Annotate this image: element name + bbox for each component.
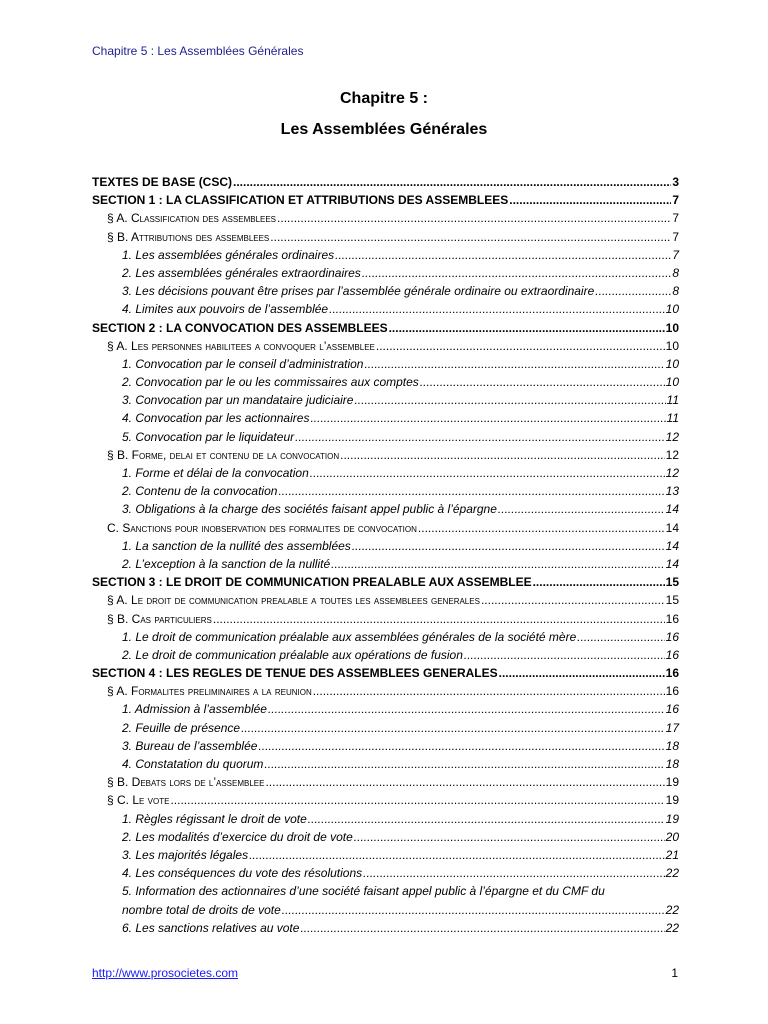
- toc-dot-leader: [533, 573, 665, 591]
- toc-entry-label: 3. Bureau de l’assemblée: [122, 738, 258, 753]
- toc-dot-leader: [340, 446, 665, 464]
- toc-entry-label: SECTION 1 : LA CLASSIFICATION ET ATTRIBUTIONS DES ASSEMBLEES: [92, 193, 509, 208]
- toc-section-entry[interactable]: [92, 191, 679, 209]
- toc-item-entry[interactable]: [92, 373, 679, 391]
- toc-entry-label: 2. Les assemblées générales extraordinaires: [122, 265, 361, 280]
- toc-dot-leader: [376, 337, 665, 355]
- toc-dot-leader: [595, 282, 671, 300]
- toc-page-number: 20: [665, 829, 679, 844]
- chapter-name: Les Assemblées Générales: [280, 121, 488, 138]
- chapter-number: Chapitre 5 :: [339, 90, 428, 107]
- toc-subsection-entry[interactable]: [92, 519, 679, 537]
- toc-entry-label: nombre total de droits de vote: [122, 902, 281, 917]
- toc-entry-label: 1. Admission à l’assemblée: [122, 702, 267, 717]
- toc-dot-leader: [498, 500, 665, 518]
- toc-dot-leader: [213, 610, 665, 628]
- toc-dot-leader: [362, 264, 672, 282]
- toc-entry-label: § C. Le vote: [107, 793, 170, 808]
- toc-page-number: 16: [665, 647, 679, 662]
- toc-dot-leader: [265, 773, 664, 791]
- toc-entry-label: 2. Convocation par le ou les commissaires aux comptes: [122, 375, 419, 390]
- toc-page-number: 11: [666, 411, 679, 426]
- toc-dot-leader: [420, 373, 665, 391]
- toc-entry-label: SECTION 4 : LES REGLES DE TENUE DES ASSEMBLEES GENERALES: [92, 666, 498, 681]
- toc-entry-label: 2. Feuille de présence: [122, 720, 241, 735]
- toc-item-entry[interactable]: [92, 537, 679, 555]
- toc-page-number: 16: [665, 629, 679, 644]
- toc-page-number: 16: [665, 611, 679, 626]
- toc-entry-label: § A. Formalites preliminaires a la reunion: [107, 684, 312, 699]
- toc-page-number: 10: [665, 356, 679, 371]
- toc-dot-leader: [329, 300, 665, 318]
- toc-item-entry[interactable]: [92, 428, 679, 446]
- toc-dot-leader: [509, 191, 671, 209]
- toc-subsection-entry[interactable]: [92, 228, 679, 246]
- toc-dot-leader: [270, 228, 671, 246]
- toc-dot-leader: [464, 646, 665, 664]
- chapter-title: [0, 90, 768, 139]
- toc-dot-leader: [310, 464, 665, 482]
- toc-dot-leader: [354, 828, 665, 846]
- toc-item-entry[interactable]: [92, 737, 679, 755]
- toc-item-entry[interactable]: [92, 409, 679, 427]
- toc-entry-label: 1. Règles régissant le droit de vote: [122, 811, 307, 826]
- toc-dot-leader: [354, 391, 665, 409]
- toc-page-number: 17: [665, 720, 679, 735]
- toc-entry-label: 1. Le droit de communication préalable aux assemblées générales de la société mère: [122, 629, 577, 644]
- toc-page-number: 8: [672, 284, 679, 299]
- toc-subsection-entry[interactable]: [92, 591, 679, 609]
- toc-item-entry[interactable]: [92, 264, 679, 282]
- toc-page-number: 11: [666, 393, 679, 408]
- toc-entry-label: 3. Obligations à la charge des sociétés faisant appel public à l’épargne: [122, 502, 497, 517]
- toc-subsection-entry[interactable]: [92, 446, 679, 464]
- toc-item-entry[interactable]: [92, 500, 679, 518]
- toc-entry-label: § A. Classification des assemblees: [107, 211, 277, 226]
- toc-entry-label: 4. Limites aux pouvoirs de l’assemblée: [122, 302, 329, 317]
- toc-entry-label: 1. Forme et délai de la convocation: [122, 466, 309, 480]
- toc-item-entry[interactable]: [92, 300, 679, 318]
- toc-page-number: 19: [665, 793, 679, 808]
- toc-dot-leader: [278, 482, 664, 500]
- toc-dot-leader: [577, 628, 664, 646]
- toc-item-entry[interactable]: [92, 464, 679, 482]
- toc-entry-label: 5. Convocation par le liquidateur: [122, 429, 295, 444]
- toc-entry-label: § B. Attributions des assemblees: [107, 229, 270, 244]
- toc-page-number: 15: [665, 593, 679, 608]
- toc-page-number: 10: [665, 302, 679, 317]
- toc-entry-label: 2. Contenu de la convocation: [122, 484, 278, 499]
- toc-item-entry[interactable]: [92, 919, 679, 937]
- toc-entry-label: 4. Constatation du quorum: [122, 757, 264, 771]
- toc-page-number: 15: [665, 575, 679, 590]
- toc-section-entry[interactable]: [92, 173, 679, 191]
- toc-item-entry[interactable]: [92, 555, 679, 573]
- toc-item-entry[interactable]: [92, 246, 679, 264]
- footer-website-link[interactable]: http://www.prosocietes.com: [92, 966, 239, 980]
- toc-dot-leader: [499, 664, 665, 682]
- toc-page-number: 22: [665, 920, 679, 935]
- toc-item-entry[interactable]: [92, 646, 679, 664]
- toc-dot-leader: [264, 755, 664, 773]
- toc-subsection-entry[interactable]: [92, 682, 679, 700]
- toc-page-number: 19: [665, 775, 679, 790]
- toc-dot-leader: [268, 700, 665, 718]
- toc-entry-label: § B. Cas particuliers: [107, 611, 212, 626]
- toc-dot-leader: [300, 919, 664, 937]
- toc-dot-leader: [277, 209, 671, 227]
- toc-page-number: 13: [665, 484, 679, 499]
- toc-item-entry[interactable]: [92, 355, 679, 373]
- toc-dot-leader: [335, 246, 671, 264]
- toc-page-number: 10: [665, 338, 679, 353]
- toc-page-number: 7: [672, 247, 679, 262]
- toc-item-entry[interactable]: [92, 846, 679, 864]
- toc-dot-leader: [364, 355, 664, 373]
- toc-dot-leader: [233, 173, 671, 191]
- toc-page-number: 18: [665, 757, 679, 771]
- toc-item-entry[interactable]: [92, 864, 679, 882]
- toc-page-number: 7: [672, 211, 679, 226]
- toc-page-number: 22: [665, 902, 679, 917]
- toc-page-number: 12: [665, 466, 679, 480]
- toc-item-entry[interactable]: [92, 719, 679, 737]
- toc-entry-label: § A. Le droit de communication prealable a toutes les assemblees generales: [107, 593, 480, 608]
- toc-page-number: 7: [672, 229, 679, 244]
- toc-dot-leader: [241, 719, 665, 737]
- toc-entry-label: § B. Forme, delai et contenu de la convocation: [107, 447, 340, 462]
- toc-entry-label: 6. Les sanctions relatives au vote: [122, 920, 300, 935]
- toc-entry-label: 1. La sanction de la nullité des assemblées: [122, 538, 351, 553]
- toc-entry-label: SECTION 3 : LE DROIT DE COMMUNICATION PREALABLE AUX ASSEMBLEE: [92, 575, 532, 590]
- toc-dot-leader: [418, 519, 665, 537]
- toc-dot-leader: [310, 409, 665, 427]
- toc-page-number: 12: [665, 429, 679, 444]
- footer-page-number: 1: [671, 966, 678, 980]
- toc-dot-leader: [282, 901, 665, 919]
- toc-dot-leader: [313, 682, 665, 700]
- toc-page-number: 16: [665, 684, 679, 699]
- toc-entry-label: C. Sanctions pour inobservation des formalites de convocation: [107, 520, 417, 535]
- toc-subsection-entry[interactable]: [92, 610, 679, 628]
- toc-item-entry[interactable]: [92, 755, 679, 773]
- toc-item-entry[interactable]: [92, 700, 679, 718]
- toc-dot-leader: [170, 791, 664, 809]
- toc-page-number: 14: [665, 556, 679, 571]
- table-of-contents: [92, 173, 679, 937]
- toc-section-entry[interactable]: [92, 319, 679, 337]
- toc-page-number: 3: [672, 175, 679, 189]
- toc-entry-label: 4. Les conséquences du vote des résolutions: [122, 866, 363, 881]
- toc-page-number: 8: [672, 265, 679, 280]
- toc-item-entry[interactable]: [92, 828, 679, 846]
- toc-entry-label: 4. Convocation par les actionnaires: [122, 411, 310, 426]
- toc-item-entry[interactable]: [92, 810, 679, 828]
- toc-page-number: 7: [672, 193, 679, 208]
- toc-dot-leader: [308, 810, 665, 828]
- toc-page-number: 10: [665, 375, 679, 390]
- toc-entry-label: § A. Les personnes habilitees a convoquer l’assemblee: [107, 338, 375, 353]
- toc-entry-label: 2. Les modalités d’exercice du droit de vote: [122, 829, 353, 844]
- toc-page-number: 22: [665, 866, 679, 881]
- toc-subsection-entry[interactable]: [92, 791, 679, 809]
- toc-dot-leader: [258, 737, 664, 755]
- toc-entry-label: 3. Convocation par un mandataire judiciaire: [122, 393, 354, 408]
- toc-section-entry[interactable]: [92, 664, 679, 682]
- toc-dot-leader: [363, 864, 664, 882]
- toc-dot-leader: [481, 591, 665, 609]
- toc-entry-label: § B. Debats lors de l’assemblee: [107, 775, 265, 790]
- toc-page-number: 12: [665, 447, 679, 462]
- toc-dot-leader: [331, 555, 664, 573]
- toc-page-number: 14: [665, 520, 679, 535]
- toc-entry-label: 3. Les décisions pouvant être prises par l’assemblée générale ordinaire ou extraordinaire: [122, 284, 595, 299]
- toc-dot-leader: [249, 846, 665, 864]
- toc-page-number: 10: [665, 320, 679, 335]
- toc-item-entry[interactable]: [92, 391, 679, 409]
- toc-subsection-entry[interactable]: [92, 337, 679, 355]
- toc-dot-leader: [352, 537, 665, 555]
- toc-page-number: 14: [665, 538, 679, 553]
- toc-page-number: 18: [665, 738, 679, 753]
- running-header: Chapitre 5 : Les Assemblées Générales: [92, 44, 304, 58]
- toc-entry-label: 2. Le droit de communication préalable aux opérations de fusion: [122, 647, 463, 662]
- toc-page-number: 16: [665, 702, 679, 717]
- toc-section-entry[interactable]: [92, 573, 679, 591]
- toc-page-number: 21: [665, 847, 679, 862]
- toc-item-entry[interactable]: [92, 482, 679, 500]
- toc-subsection-entry[interactable]: [92, 773, 679, 791]
- toc-dot-leader: [295, 428, 665, 446]
- toc-page-number: 16: [665, 666, 679, 681]
- toc-item-entry[interactable]: [92, 628, 679, 646]
- toc-item-entry[interactable]: [92, 282, 679, 300]
- toc-entry-label: 2. L’exception à la sanction de la nullité: [122, 556, 331, 571]
- toc-entry-label: SECTION 2 : LA CONVOCATION DES ASSEMBLEES: [92, 320, 388, 335]
- toc-entry-label: TEXTES DE BASE (CSC): [92, 175, 233, 189]
- toc-page-number: 14: [665, 502, 679, 517]
- toc-entry-label: 3. Les majorités légales: [122, 847, 249, 862]
- toc-subsection-entry[interactable]: [92, 209, 679, 227]
- toc-page-number: 19: [665, 811, 679, 826]
- toc-entry-label: 1. Convocation par le conseil d’administration: [122, 356, 364, 371]
- toc-dot-leader: [389, 319, 665, 337]
- toc-entry-label: 1. Les assemblées générales ordinaires: [122, 247, 335, 262]
- toc-item-entry[interactable]: [92, 882, 679, 918]
- toc-entry-label: 5. Information des actionnaires d’une société faisant appel public à l’épargne et du CMF du: [122, 884, 605, 899]
